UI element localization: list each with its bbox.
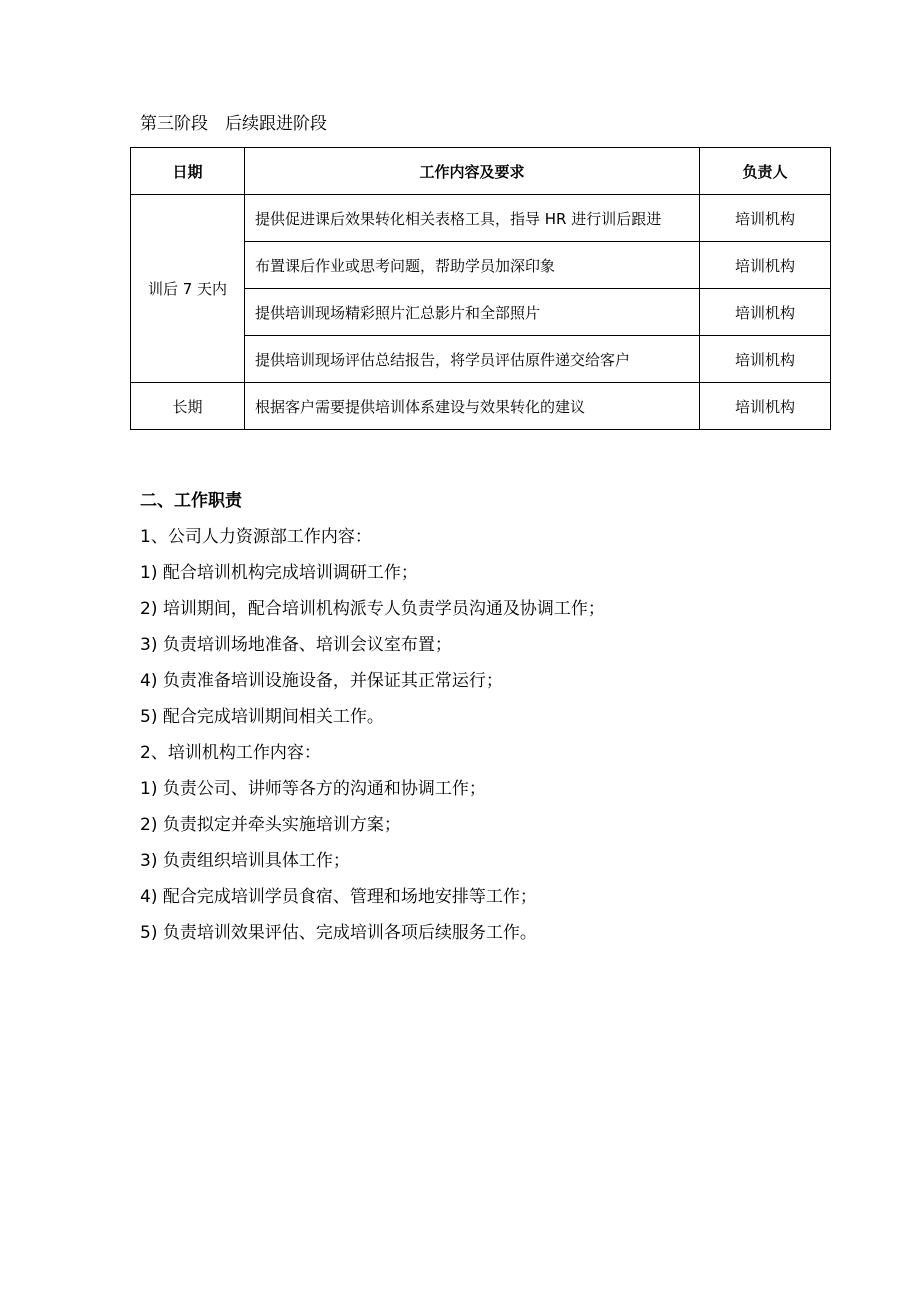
list-item: 5) 负责培训效果评估、完成培训各项后续服务工作。 [140,923,537,943]
owner-cell: 培训机构 [700,383,831,430]
task-cell: 提供促进课后效果转化相关表格工具，指导 HR 进行训后跟进 [245,195,700,242]
table-header-row [131,148,831,195]
owner-cell: 培训机构 [700,336,831,383]
task-cell: 提供培训现场评估总结报告，将学员评估原件递交给客户 [245,336,700,383]
list-item: 4) 配合完成培训学员食宿、管理和场地安排等工作； [140,887,537,907]
owner-cell: 培训机构 [700,289,831,336]
subsection-title: 2、培训机构工作内容： [140,743,321,763]
owner-cell: 培训机构 [700,242,831,289]
list-item: 2) 负责拟定并牵头实施培训方案； [140,815,401,835]
task-cell: 布置课后作业或思考问题，帮助学员加深印象 [245,242,700,289]
task-cell: 提供培训现场精彩照片汇总影片和全部照片 [245,289,700,336]
header-owner: 负责人 [700,148,831,195]
list-item: 3) 负责组织培训具体工作； [140,851,350,871]
list-item: 5) 配合完成培训期间相关工作。 [140,707,384,727]
list-item: 4) 负责准备培训设施设备，并保证其正常运行； [140,671,503,691]
list-item: 1) 负责公司、讲师等各方的沟通和协调工作； [140,779,486,799]
duties-section [140,483,840,951]
list-item: 2) 培训期间，配合培训机构派专人负责学员沟通及协调工作； [140,599,605,619]
task-cell: 根据客户需要提供培训体系建设与效果转化的建议 [245,383,700,430]
list-item: 1) 配合培训机构完成培训调研工作； [140,563,418,583]
list-item: 3) 负责培训场地准备、培训会议室布置； [140,635,452,655]
stage-title: 第三阶段 后续跟进阶段 [140,114,327,134]
date-cell: 长期 [131,383,245,430]
header-task: 工作内容及要求 [245,148,700,195]
subsection-title: 1、公司人力资源部工作内容： [140,527,372,547]
follow-up-schedule-table [130,147,831,430]
owner-cell: 培训机构 [700,195,831,242]
header-date: 日期 [131,148,245,195]
section-heading: 二、工作职责 [140,491,242,511]
table-row [131,383,831,430]
table-row [131,195,831,242]
date-cell: 训后 7 天内 [131,195,245,383]
